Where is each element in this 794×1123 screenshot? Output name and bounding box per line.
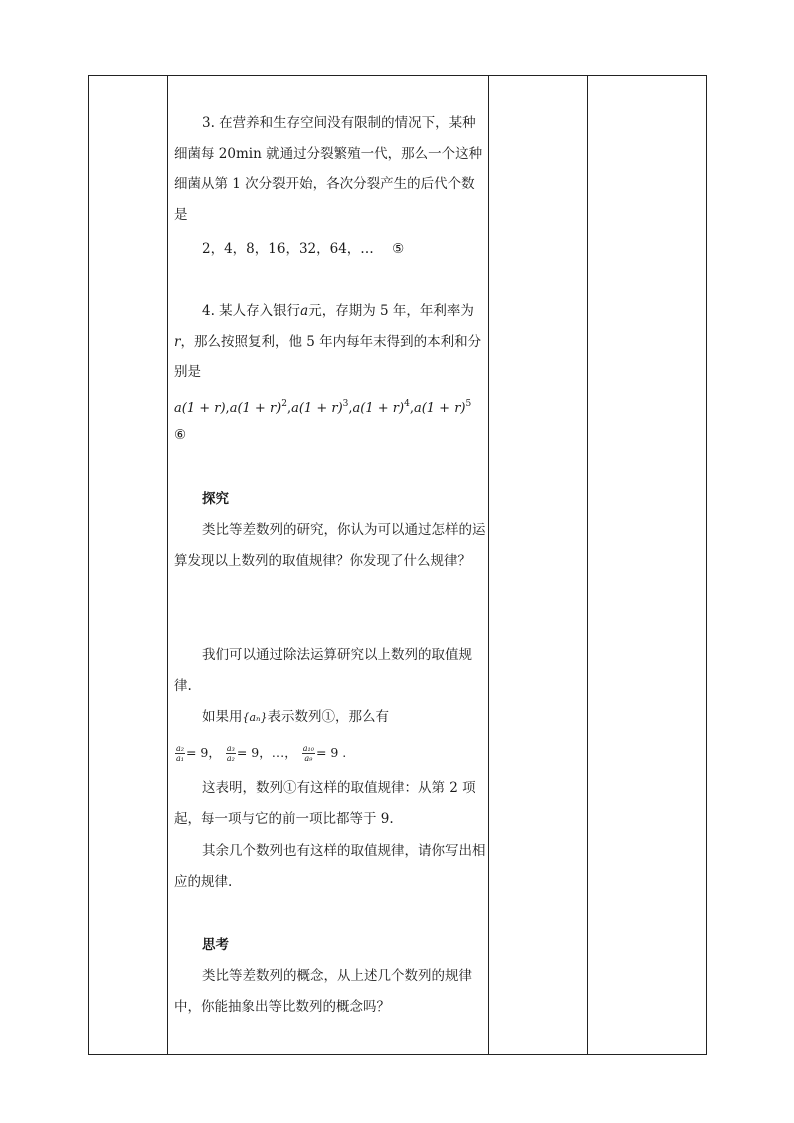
item3-sequence: 2，4，8，16，32，64，… <box>202 241 374 257</box>
table-col-border-3 <box>488 75 489 1055</box>
item4-exp-2: 2 <box>281 399 287 409</box>
ratio-3 <box>302 744 315 763</box>
ratio-1-eq: = 9， <box>185 745 221 760</box>
table-top-border <box>88 75 707 76</box>
item4-terms: $a(1 + r),a(1 + r)^2,a(1 + r)^3,a(1 + r)^4,a(1 + r)^5$ <box>174 399 472 416</box>
item4-paragraph <box>174 296 486 388</box>
ratio-1-den: a₁ <box>176 754 184 763</box>
explore-if-text-a: 如果用 <box>202 709 243 725</box>
explore-others: 其余几个数列也有这样的取值规律，请你写出相应的规律. <box>174 843 486 890</box>
explore-if-line <box>174 702 486 734</box>
item4-term-5: a(1 + r) <box>413 401 466 416</box>
item4-marker: ⑥ <box>174 427 187 443</box>
table-col-border-2 <box>167 75 168 1055</box>
item4-var-r: r <box>174 333 181 350</box>
ratio-1 <box>175 744 185 763</box>
ratio-3-num: a₁₀ <box>302 744 314 753</box>
ratio-2-num: a₃ <box>226 744 235 753</box>
item3-sequence-line <box>174 234 486 265</box>
ratio-2-eq: = 9，…， <box>236 745 297 760</box>
think-heading: 思考 <box>202 937 229 953</box>
item4-var-a: a <box>300 303 309 319</box>
item3-paragraph <box>174 108 486 230</box>
ratio-2 <box>226 744 236 763</box>
item4-text-c: ，那么按照复利，他 5 年内每年末得到的本利和分别是 <box>174 333 482 380</box>
explore-if-seq: {aₙ} <box>242 711 268 724</box>
item3-marker: ⑤ <box>392 241 405 257</box>
item3-text: 3. 在营养和生存空间没有限制的情况下，某种细菌每 20min 就通过分裂繁殖一代，那么一个这种细菌从第 1 次分裂开始，各次分裂产生的后代个数是 <box>174 115 483 223</box>
think-question: 类比等差数列的概念，从上述几个数列的规律中，你能抽象出等比数列的概念吗？ <box>174 968 472 1015</box>
ratio-3-den: a₉ <box>304 754 313 763</box>
item4-marker-line <box>174 420 486 451</box>
item4-term-1: a(1 + r) <box>174 401 226 416</box>
item4-term-2: a(1 + r) <box>229 401 282 416</box>
item4-term-3: a(1 + r) <box>291 401 343 416</box>
explore-answer: 我们可以通过除法运算研究以上数列的取值规律. <box>174 647 472 694</box>
explore-ratios <box>174 738 486 769</box>
item4-exp-5: 5 <box>465 399 472 409</box>
explore-if-text-b: 表示数列①，那么有 <box>267 709 390 725</box>
table-col-border-4 <box>587 75 588 1055</box>
table-col-border-5 <box>706 75 707 1055</box>
item4-exp-4: 4 <box>404 399 410 409</box>
explore-question: 类比等差数列的研究，你认为可以通过怎样的运算发现以上数列的取值规律？你发现了什么规律？ <box>174 522 486 569</box>
table-bottom-border <box>88 1054 707 1055</box>
ratio-2-den: a₂ <box>226 754 235 763</box>
table-col-border-1 <box>88 75 89 1055</box>
ratio-3-eq: = 9 . <box>315 745 347 760</box>
explore-conclusion: 这表明，数列①有这样的取值规律：从第 2 项起，每一项与它的前一项比都等于 9. <box>174 780 476 827</box>
ratio-1-num: a₂ <box>176 744 184 753</box>
item4-term-4: a(1 + r) <box>352 401 405 416</box>
item4-text-a: 4. 某人存入银行 <box>202 303 301 319</box>
explore-heading: 探究 <box>202 491 229 507</box>
item4-text-b: 元，存期为 5 年，年利率为 <box>308 303 474 319</box>
item4-exp-3: 3 <box>342 399 349 409</box>
